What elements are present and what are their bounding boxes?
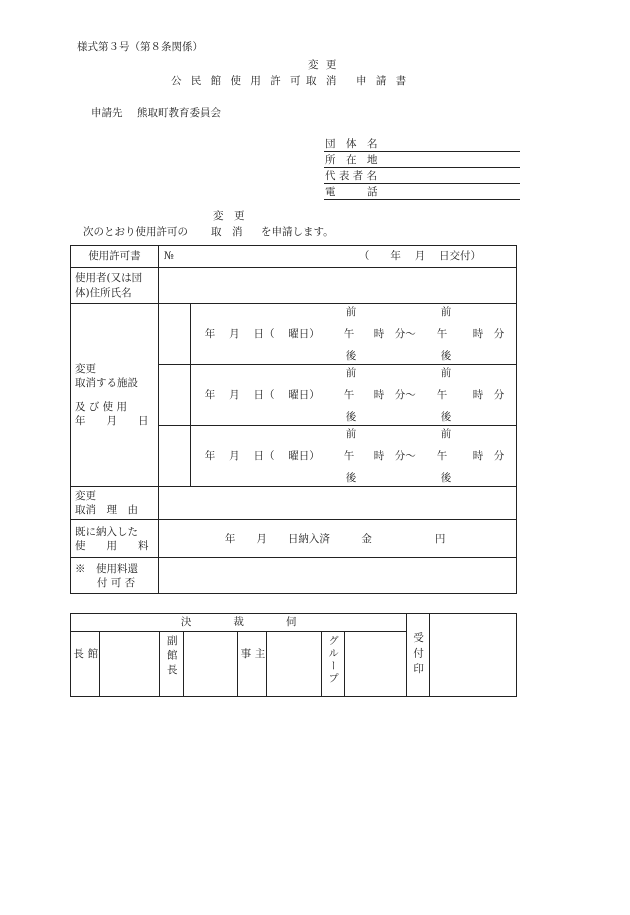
noon-mark-2: 午 (436, 450, 448, 462)
receipt-stamp-cell[interactable] (429, 614, 516, 697)
start-time: 時 分～ (373, 389, 416, 401)
reason-label-line1: 変更 (75, 490, 96, 502)
fee-value: 年 月 日納入済 金 円 (224, 533, 446, 546)
fee-label-line2: 使 用 料 (75, 539, 149, 552)
pm-mark-2: 後 (440, 472, 452, 484)
director-label: 館長 (72, 647, 99, 681)
form-number: 様式第３号（第８条関係） (77, 41, 203, 53)
statement-prefix: 次のとおり使用許可の (83, 226, 188, 238)
fee-label-line1: 既に納入した (75, 525, 138, 538)
application-table (70, 245, 517, 594)
facility-label-line1: 変更 (75, 362, 96, 375)
permit-label-cell (71, 246, 159, 268)
addressee: 熊取町教育委員会 (137, 107, 221, 119)
am-mark-2: 前 (440, 367, 452, 379)
pm-mark: 後 (345, 472, 357, 484)
address-line[interactable] (324, 167, 520, 168)
chief-label: 主事 (239, 647, 266, 681)
usage-datetime-cell-2[interactable] (190, 365, 516, 426)
pm-mark-2: 後 (440, 411, 452, 423)
phone-line[interactable] (324, 199, 520, 200)
facility-label-line3: 及 び 使 用 (75, 401, 128, 413)
refund-label-line2: 付 可 否 (97, 576, 136, 589)
pm-mark-2: 後 (440, 350, 452, 362)
pm-mark: 後 (345, 350, 357, 362)
title-application: 申 請 書 (356, 75, 410, 87)
end-time: 時 分 (472, 450, 505, 462)
am-mark-2: 前 (440, 428, 452, 440)
facility-label-cell (71, 304, 159, 487)
facility-name-cell-2[interactable] (158, 365, 190, 426)
chief-stamp-cell[interactable] (267, 632, 321, 697)
phone-label: 電 話 (325, 186, 378, 198)
pm-mark: 後 (345, 411, 357, 423)
representative-label: 代 表 者 名 (325, 170, 378, 182)
usage-date: 年 月 日（ 曜日） (204, 389, 320, 401)
end-time: 時 分 (472, 328, 505, 340)
am-mark-2: 前 (440, 306, 452, 318)
user-label-line2: 体)住所氏名 (75, 286, 132, 299)
receipt-label-cell (407, 614, 430, 697)
permit-label: 使用許可書 (88, 250, 141, 263)
noon-mark-2: 午 (436, 389, 448, 401)
permit-no: № (163, 250, 174, 262)
vice-director-label: 副館長 (165, 635, 178, 679)
chief-label-cell (238, 632, 267, 697)
am-mark: 前 (345, 306, 357, 318)
group-label: グループ (327, 635, 340, 685)
am-mark: 前 (345, 367, 357, 379)
fee-value-cell[interactable] (158, 520, 516, 558)
refund-label-line1: ※ 使用料還 (75, 562, 138, 575)
end-time: 時 分 (472, 389, 505, 401)
reason-label-cell (71, 487, 159, 520)
group-name-line[interactable] (324, 151, 520, 152)
usage-datetime-cell-3[interactable] (190, 426, 516, 487)
facility-name-cell-1[interactable] (158, 304, 190, 365)
director-label-cell (71, 632, 100, 697)
statement-cancel-word: 取 消 (211, 226, 243, 238)
representative-line[interactable] (324, 183, 520, 184)
statement-suffix: を申請します。 (261, 226, 334, 238)
usage-date: 年 月 日（ 曜日） (204, 450, 320, 462)
vice-director-stamp-cell[interactable] (184, 632, 238, 697)
noon-mark: 午 (343, 328, 355, 340)
approval-header: 決 裁 伺 (180, 616, 297, 629)
approval-table (70, 613, 517, 697)
group-name-label: 団 体 名 (325, 138, 378, 150)
permit-date: （ 年 月 日交付） (358, 250, 482, 262)
facility-name-cell-3[interactable] (158, 426, 190, 487)
addressee-label: 申請先 (91, 107, 123, 119)
receipt-label: 受付印 (412, 631, 425, 679)
facility-label-line4: 年 月 日 (75, 415, 149, 428)
director-stamp-cell[interactable] (100, 632, 160, 697)
title-main: 公 民 館 使 用 許 可 (171, 75, 304, 87)
reason-value-cell[interactable] (158, 487, 516, 520)
permit-value-cell[interactable] (158, 246, 516, 268)
statement-change-word: 変 更 (213, 210, 245, 222)
am-mark: 前 (345, 428, 357, 440)
address-label: 所 在 地 (325, 154, 378, 166)
refund-label-cell (71, 558, 159, 594)
usage-date: 年 月 日（ 曜日） (204, 328, 320, 340)
user-label-line1: 使用者(又は団 (75, 272, 143, 285)
start-time: 時 分～ (373, 450, 416, 462)
group-stamp-cell[interactable] (345, 632, 407, 697)
vice-director-label-cell (160, 632, 184, 697)
group-label-cell (321, 632, 345, 697)
noon-mark: 午 (343, 389, 355, 401)
title-cancel: 取 消 (306, 75, 340, 87)
refund-value-cell[interactable] (158, 558, 516, 594)
reason-label-line2: 取消 理 由 (75, 504, 138, 517)
fee-label-cell (71, 520, 159, 558)
start-time: 時 分～ (373, 328, 416, 340)
usage-datetime-cell-1[interactable] (190, 304, 516, 365)
facility-label-line2: 取消する施設 (75, 376, 138, 389)
noon-mark: 午 (343, 450, 355, 462)
user-value-cell[interactable] (158, 268, 516, 304)
title-change-word: 変 更 (308, 59, 339, 71)
noon-mark-2: 午 (436, 328, 448, 340)
user-label-cell (71, 268, 159, 304)
approval-header-cell (71, 614, 407, 632)
